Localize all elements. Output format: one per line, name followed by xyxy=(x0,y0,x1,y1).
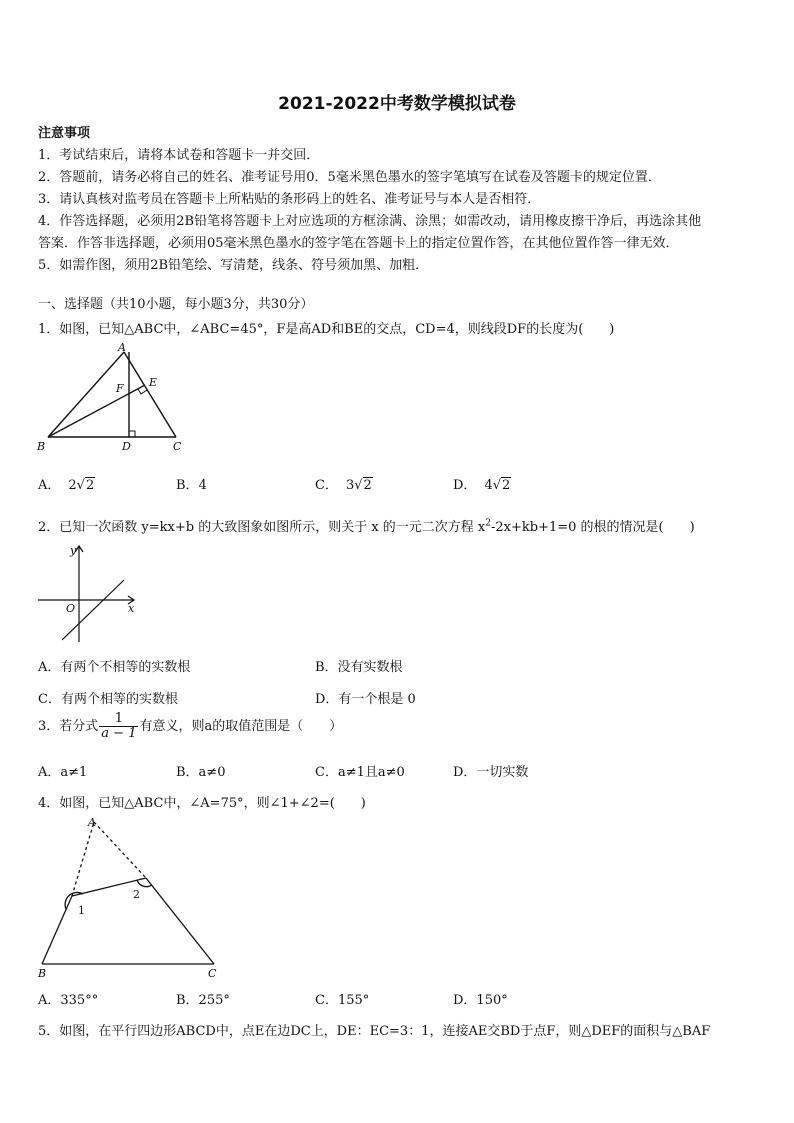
q2-option-a: A．有两个不相等的实数根 xyxy=(38,660,191,675)
notice-item: 1．考试结束后，请将本试卷和答题卡一并交回． xyxy=(38,148,320,163)
q2-label-x: x xyxy=(128,602,135,615)
q3-fraction: $\frac{1}{a - 1}$ xyxy=(101,711,137,741)
q1-option-c: C． 3√2 xyxy=(315,478,372,493)
q2-label-origin: O xyxy=(66,602,76,615)
q1-option-a: A． 2√2 xyxy=(38,478,95,493)
q4-option-b: B．255° xyxy=(176,993,230,1008)
q2-option-c: C．有两个相等的实数根 xyxy=(38,692,178,707)
notice-item: 4．作答选择题，必须用2B铅笔将答题卡上对应选项的方框涂满、涂黑；如需改动，请用橡皮擦干净后，再选涂其他 xyxy=(38,214,702,229)
q4-option-d: D．150° xyxy=(453,993,508,1008)
q1-label-f: F xyxy=(116,382,124,395)
q4-option-a: A．335°° xyxy=(38,993,99,1008)
question-2-stem: 2．已知一次函数 y=kx+b 的大致图象如图所示，则关于 x 的一元二次方程 $x^2-2x+kb+1=0$ 的根的情况是( ) xyxy=(38,518,695,535)
q1-option-d: D． 4√2 xyxy=(453,478,511,493)
question-1-stem: 1．如图，已知△ABC中，∠ABC=45°，F是高AD和BE的交点，CD=4，则线段DF的长度为( ) xyxy=(38,322,615,337)
page-title: 2021-2022中考数学模拟试卷 xyxy=(278,94,516,114)
q1-option-b: B．4 xyxy=(176,478,207,493)
q1-label-b: B xyxy=(37,440,46,453)
q2-option-d: D．有一个根是 0 xyxy=(315,692,416,707)
q4-label-a: A xyxy=(88,816,96,829)
q4-label-angle-2: 2 xyxy=(133,888,140,901)
notice-item: 5．如需作图，须用2B铅笔绘、写清楚，线条、符号须加黑、加粗． xyxy=(38,258,429,273)
q4-label-angle-1: 1 xyxy=(78,904,85,917)
notice-item: 3．请认真核对监考员在答题卡上所粘贴的条形码上的姓名、准考证号与本人是否相符． xyxy=(38,192,541,207)
question-5-stem: 5．如图，在平行四边形ABCD中，点E在边DC上，DE：EC=3：1，连接AE交BD于点F，则△DEF的面积与△BAF xyxy=(38,1024,711,1039)
section-heading: 一、选择题（共10小题，每小题3分，共30分） xyxy=(38,297,314,312)
notice-heading: 注意事项 xyxy=(38,126,91,141)
q2-label-y: y xyxy=(70,544,77,557)
q4-option-c: C．155° xyxy=(315,993,370,1008)
q1-triangle-figure xyxy=(34,340,194,460)
q4-triangle-figure xyxy=(34,812,234,982)
q3-option-a: A．a≠1 xyxy=(38,765,88,780)
q2-linear-graph-figure xyxy=(34,540,144,645)
q4-label-b: B xyxy=(38,967,47,980)
notice-item: 2．答题前，请务必将自己的姓名、准考证号用0．5毫米黑色墨水的签字笔填写在试卷及答题卡的规定位置． xyxy=(38,170,661,185)
question-4-stem: 4．如图，已知△ABC中，∠A=75°，则∠1+∠2=( ) xyxy=(38,796,366,811)
q3-option-b: B．a≠0 xyxy=(176,765,226,780)
question-3-stem: 3．若分式 $\frac{1}{a - 1}$ 有意义，则a的取值范围是（ ） xyxy=(38,711,343,741)
q1-label-a: A xyxy=(118,341,126,354)
q1-label-c: C xyxy=(173,440,182,453)
q4-label-c: C xyxy=(208,967,217,980)
q3-option-d: D．一切实数 xyxy=(453,765,529,780)
q3-option-c: C．a≠1且a≠0 xyxy=(315,765,405,780)
q1-label-e: E xyxy=(149,376,158,389)
notice-item: 答案．作答非选择题，必须用05毫米黑色墨水的签字笔在答题卡上的指定位置作答，在其他位置作答一律无效． xyxy=(38,236,679,251)
q2-option-b: B．没有实数根 xyxy=(315,660,403,675)
q1-label-d: D xyxy=(122,440,131,453)
